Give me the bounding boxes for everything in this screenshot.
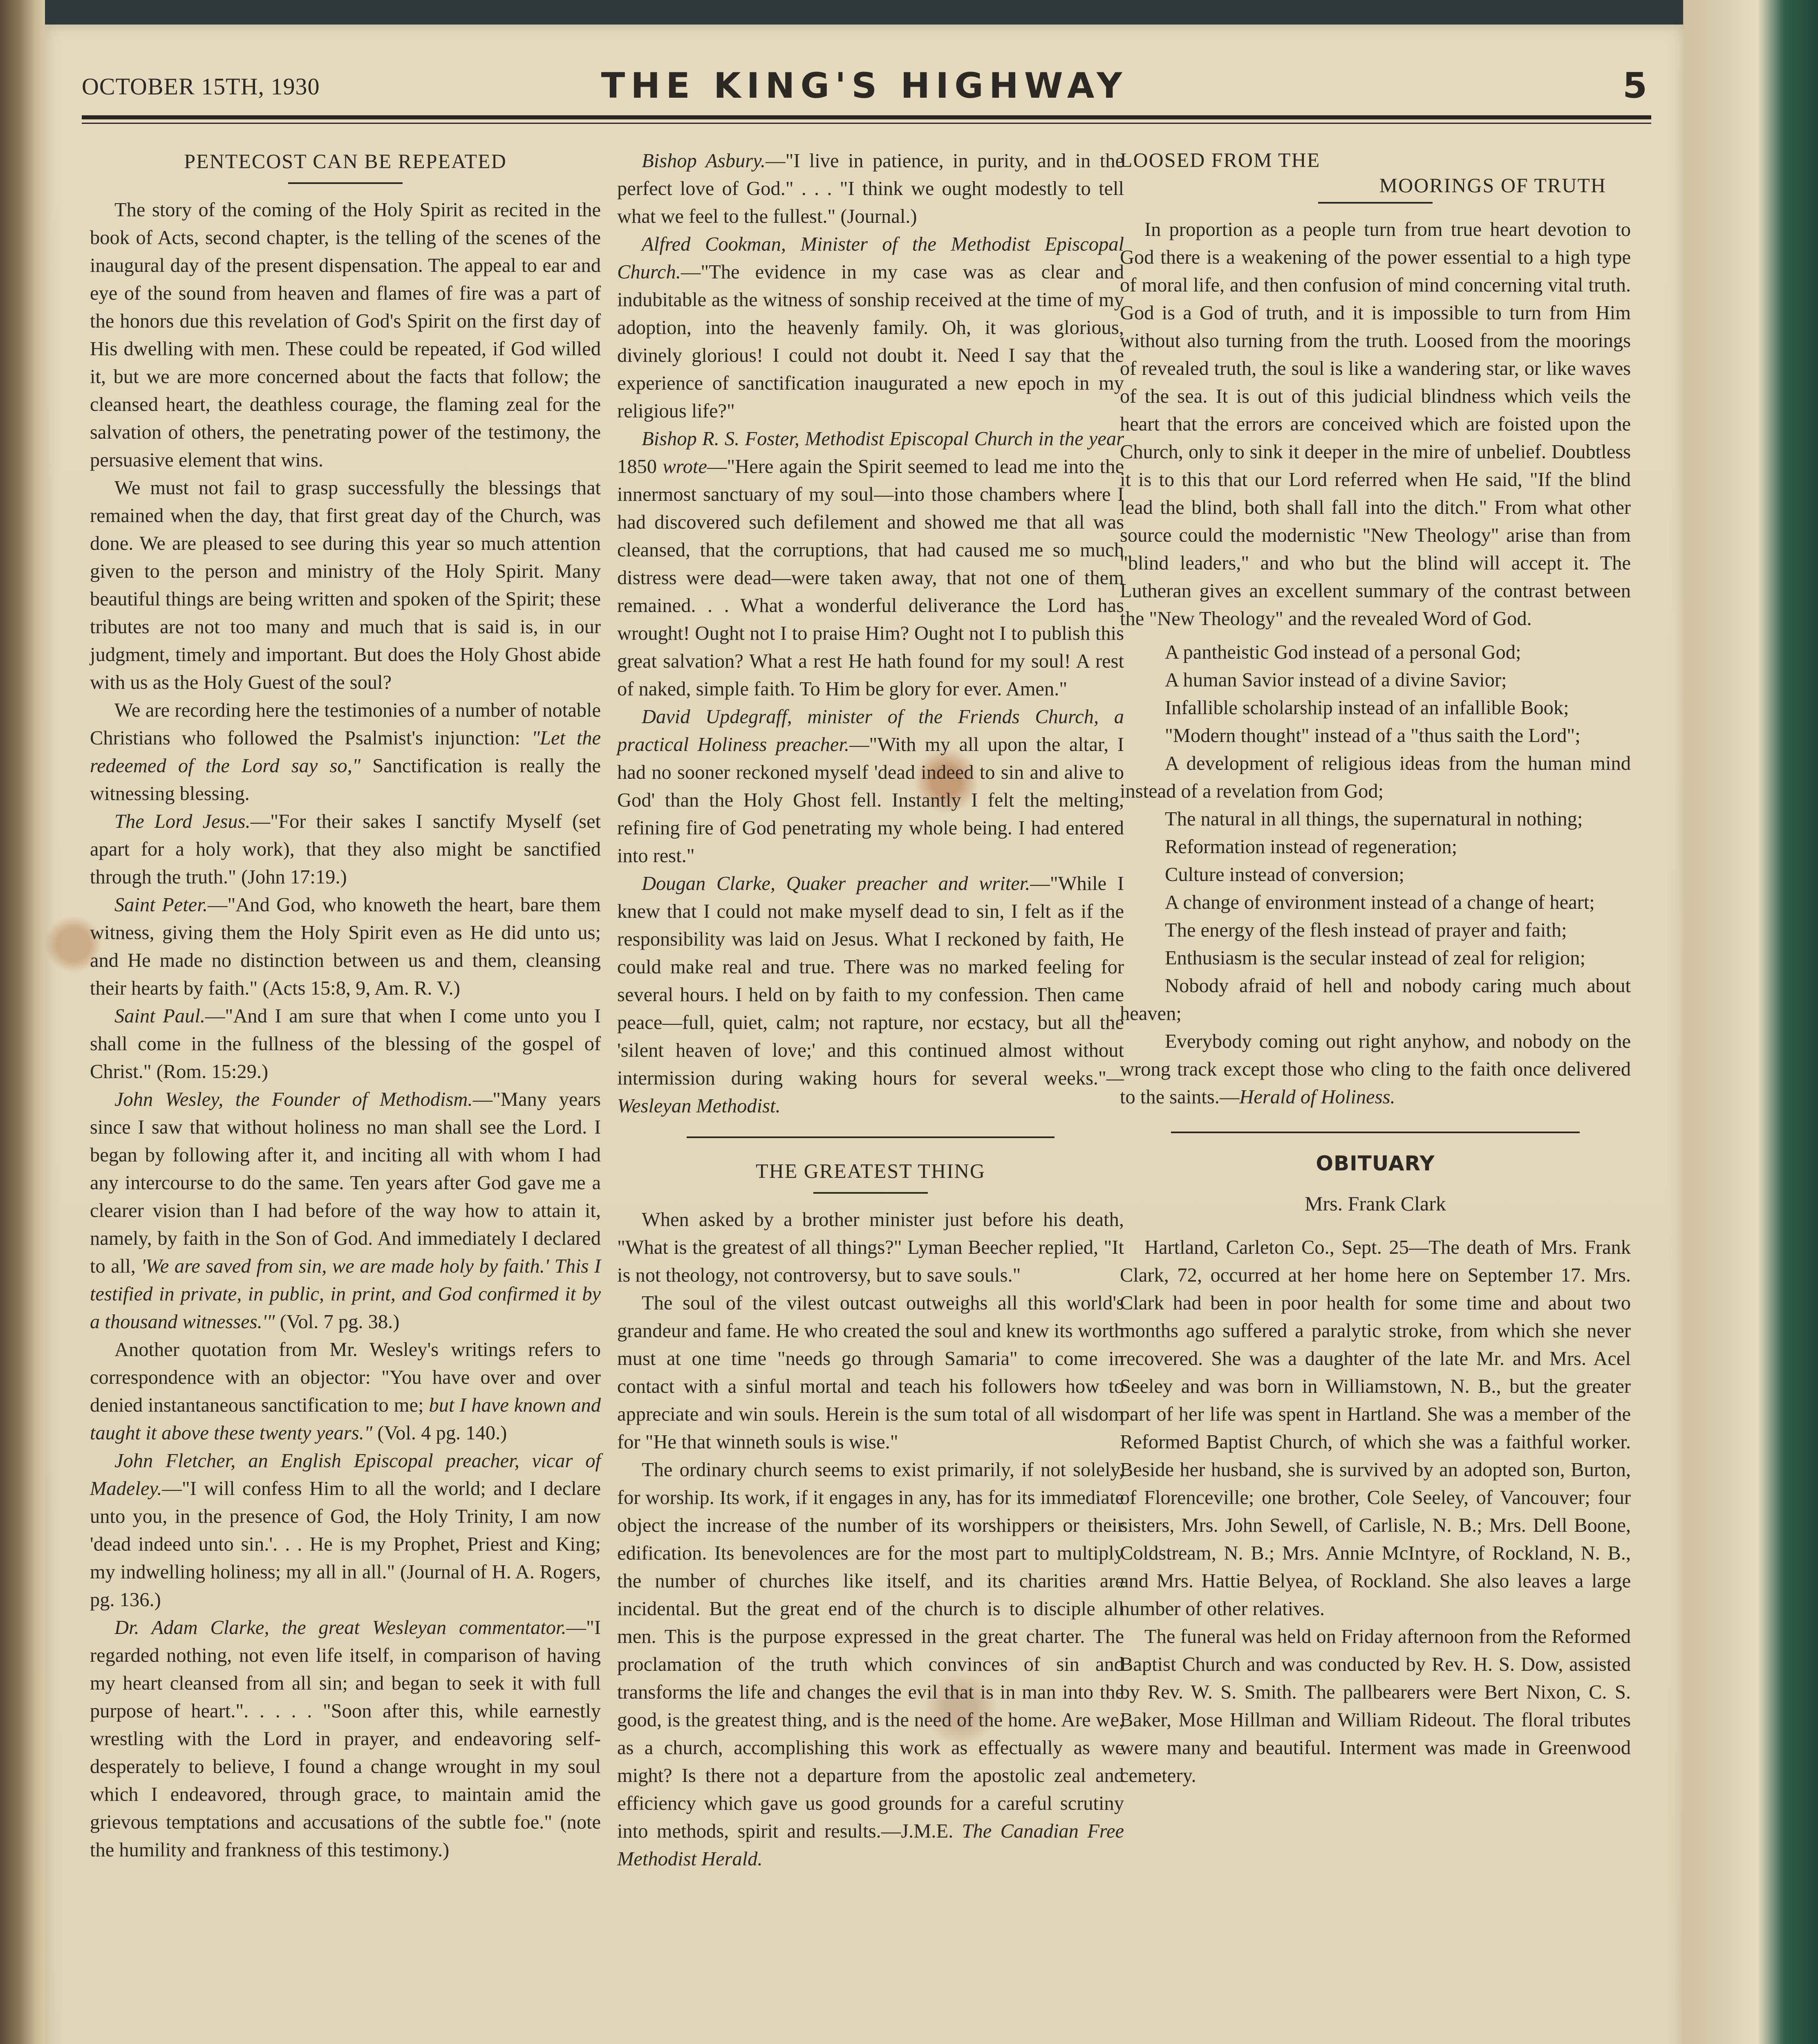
header-rule-thin: [82, 123, 1651, 124]
contrast-item: A pantheistic God instead of a personal God;: [1165, 641, 1521, 663]
contrast-item: Everybody coming out right anyhow, and nobody on the wrong track except those who cling to the faith once delivered to the saints.—Herald of Holiness.: [1120, 1031, 1631, 1108]
book-binding-right: [1683, 0, 1818, 2044]
title-rule: [1318, 202, 1433, 204]
article-title-pentecost: PENTECOST CAN BE REPEATED: [184, 150, 507, 173]
publication-title: THE KING'S HIGHWAY: [601, 65, 1128, 106]
contrast-item: Reformation instead of regeneration;: [1165, 836, 1458, 858]
column-1: [90, 147, 601, 1864]
paragraph: Hartland, Carleton Co., Sept. 25—The death of Mrs. Frank Clark, 72, occurred at her home here on September 17. Mrs. Clark had been in poor health for some time and about two months ago suffered a paralytic stroke, from which she never recovered. She was a daughter of the late Mr. and Mrs. Acel Seeley and was born in Williamstown, N. B., but the greater part of her life was spent in Hartland. She was a member of the Reformed Baptist Church, of which she was a faithful worker. Beside her husband, she is survived by an adopted son, Burton, of Florenceville; one brother, Cole Seeley, of Vancouver; four sisters, Mrs. John Sewell, of Carlisle, N. B.; Mrs. Dell Boone, Coldstream, N. B.; Mrs. Annie McIntyre, of Rockland, N. B., and Mrs. Hattie Belyea, of Rockland. She also leaves a large number of other relatives.: [1120, 1237, 1631, 1620]
paragraph: The funeral was held on Friday afternoon from the Reformed Baptist Church and was conducted by Rev. H. S. Dow, assisted by Rev. W. S. Smith. The pallbearers were Bert Nixon, C. S. Baker, Mose Hillman and William Rideout. The floral tributes were many and beautiful. Interment was made in Greenwood cemetery.: [1120, 1626, 1631, 1786]
contrast-item: The energy of the flesh instead of prayer and faith;: [1165, 919, 1567, 941]
testimony-paragraph: Saint Peter.—"And God, who knoweth the heart, bare them witness, giving them the Holy Spirit even as He did unto us; and He made no distinction between us and them, cleansing their hearts by faith." (Acts 15:8, 9, Am. R. V.): [90, 894, 601, 999]
contrast-item: Infallible scholarship instead of an infallible Book;: [1165, 697, 1569, 719]
contrast-item: Nobody afraid of hell and nobody caring much about heaven;: [1120, 975, 1631, 1024]
paragraph: The ordinary church seems to exist primarily, if not solely, for worship. Its work, if it engages in any, has for its immediate object the increase of the number of its worshippers or their edification. Its benevolences are for the most part to multiply the number of churches like itself, and its charities are incidental. But the great end of the church is to disciple all men. This is the purpose expressed in the great charter. The proclamation of the truth which convinces of sin and transforms the life and changes the evil that is in man into the good, is the greatest thing, and is the need of the home. Are we, as a church, accomplishing this work as effectually as we might? Is there not a departure from the apostolic zeal and efficiency which gave us good grounds for a careful scrutiny into methods, spirit and results.—J.M.E. The Canadian Free Methodist Herald.: [617, 1459, 1124, 1870]
paragraph: In proportion as a people turn from true heart devotion to God there is a weakening of the power essential to a high type of moral life, and then confusion of mind concerning vital truth. God is a God of truth, and it is impossible to turn from Him without also turning from the truth. Loosed from the moorings of revealed truth, the soul is like a wandering star, or like waves of the sea. It is out of this judicial blindness which veils the heart that the errors are conceived which are foisted upon the Church, only to sink it deeper in the mire of unbelief. Doubtless it is to this that our Lord referred when He said, "If the blind lead the blind, both shall fall into the ditch." From what other source could the modernistic "New Theology" arise than from "blind leaders," and who but the blind will accept it. The Lutheran gives an excellent summary of the contrast between the "New Theology" and the revealed Word of God.: [1120, 219, 1631, 630]
contrast-item: A change of environment instead of a change of heart;: [1165, 892, 1595, 913]
obituary-heading: OBITUARY: [1316, 1152, 1435, 1175]
article-title-loosed-line2: MOORINGS OF TRUTH: [1379, 174, 1606, 197]
paragraph: We are recording here the testimonies of a number of notable Christians who followed the Psalmist's injunction: "Let the redeemed of the Lord say so," Sanctification is really the witnessing blessing.: [90, 699, 601, 805]
section-divider: [1171, 1132, 1580, 1133]
testimony-paragraph: Saint Paul.—"And I am sure that when I come unto you I shall come in the fullness of the blessing of the gospel of Christ." (Rom. 15:29.): [90, 1005, 601, 1083]
title-rule: [813, 1192, 928, 1194]
title-rule: [288, 182, 403, 184]
testimony-paragraph: Bishop R. S. Foster, Methodist Episcopal Church in the year 1850 wrote—"Here again the Spirit seemed to lead me into the innermost sanctuary of my soul—into those chambers where I had discovered such defilement and showed me that all was cleansed, that the corruptions, that had caused me so much distress were dead—were taken away, that not one of them remained. . . What a wonderful deliverance the Lord has wrought! Ought not I to praise Him? Ought not I to publish this great salvation? What a rest He hath found for my soul! A rest of naked, simple faith. To Him be glory for ever. Amen.": [617, 428, 1124, 700]
column-2: [617, 147, 1124, 1873]
contrast-item: A human Savior instead of a divine Savior;: [1165, 669, 1507, 691]
testimony-paragraph: David Updegraff, minister of the Friends Church, a practical Holiness preacher.—"With my all upon the altar, I had no sooner reckoned myself 'dead indeed to sin and alive to God' than the Holy Ghost fell. Instantly I felt the melting, refining fire of God penetrating my whole being. I had entered into rest.": [617, 706, 1124, 867]
testimony-paragraph: John Fletcher, an English Episcopal preacher, vicar of Madeley.—"I will confess Him to all the world; and I declare unto you, in the presence of God, the Holy Trinity, I am now 'dead indeed unto sin.'. . . He is my Prophet, Priest and King; my indwelling holiness; my all in all." (Journal of H. A. Rogers, pg. 136.): [90, 1450, 601, 1611]
issue-date: OCTOBER 15TH, 1930: [82, 73, 320, 100]
testimony-paragraph: John Wesley, the Founder of Methodism.—"Many years since I saw that without holiness no man shall see the Lord. I began by following after it, and inciting all with whom I had any intercourse to do the same. Ten years after God gave me a clearer vision than I had before of the way how to attain it, namely, by faith in the Son of God. And immediately I declared to all, 'We are saved from sin, we are made holy by faith.' This I testified in private, in public, in print, and God confirmed it by a thousand witnesses.'" (Vol. 7 pg. 38.): [90, 1089, 601, 1333]
testimony-paragraph: Dr. Adam Clarke, the great Wesleyan commentator.—"I regarded nothing, not even life itself, in comparison of having my heart cleansed from all sin; and began to seek it with full purpose of heart.". . . . . "Soon after this, while earnestly wrestling with the Lord in prayer, and endeavoring self-desperately to believe, I found a change wrought in my soul which I endeavored, through grace, to maintain amid the grievous temptations and accusations of the subtle foe." (note the humility and frankness of this testimony.): [90, 1617, 601, 1861]
header-rule-thick: [82, 115, 1651, 119]
contrast-item: Culture instead of conversion;: [1165, 864, 1404, 885]
testimony-paragraph: Dougan Clarke, Quaker preacher and writer.—"While I knew that I could not make myself dead to sin, I felt as if the responsibility was laid on Jesus. What I reckoned by faith, He could make real and true. There was no marked feeling for several hours. I held on by faith to my confession. Then came peace—full, quiet, calm; not rapture, nor ecstacy, but all the 'silent heaven of love;' and this continued almost without intermission during waking hours for several weeks."—Wesleyan Methodist.: [617, 873, 1124, 1117]
paragraph: We must not fail to grasp successfully the blessings that remained when the day, that first great day of the Church, was done. We are pleased to see during this year so much attention given to the person and ministry of the Holy Spirit. Many beautiful things are being written and spoken of the Spirit; these tributes are not too many and much that is said is, in our judgment, timely and important. But does the Holy Ghost abide with us as the Holy Guest of the soul?: [90, 477, 601, 693]
testimony-paragraph: The Lord Jesus.—"For their sakes I sanctify Myself (set apart for a holy work), that they also might be sanctified through the truth." (John 17:19.): [90, 811, 601, 888]
obituary-name: Mrs. Frank Clark: [1305, 1192, 1446, 1215]
testimony-paragraph: Bishop Asbury.—"I live in patience, in purity, and in the perfect love of God." . . . "I think we ought modestly to tell what we feel to the fullest." (Journal.): [617, 150, 1124, 227]
paragraph: Another quotation from Mr. Wesley's writings refers to correspondence with an objector: "You have over and over denied instantaneous sanctification to me; but I have known and taught it above these twenty years." (Vol. 4 pg. 140.): [90, 1339, 601, 1444]
contrast-item: "Modern thought" instead of a "thus saith the Lord";: [1165, 725, 1581, 746]
page-number: 5: [1623, 65, 1647, 106]
column-3: [1120, 147, 1631, 1790]
paragraph: When asked by a brother minister just before his death, "What is the greatest of all things?" Lyman Beecher replied, "It is not theology, not controversy, but to save souls.": [617, 1209, 1124, 1286]
contrast-item: A development of religious ideas from the human mind instead of a revelation from God;: [1120, 753, 1631, 802]
paragraph: The story of the coming of the Holy Spirit as recited in the book of Acts, second chapter, is the telling of the scenes of the inaugural day of the present dispensation. The appeal to ear and eye of the sound from heaven and flames of fire was a part of the honors due this revelation of God's Spirit on the first day of His dwelling with men. These could be repeated, if God willed it, but we are more concerned about the facts that follow; the cleansed heart, the deathless courage, the flaming zeal for the salvation of others, the penetrating power of the testimony, the persuasive element that wins.: [90, 199, 601, 471]
paragraph: The soul of the vilest outcast outweighs all this world's grandeur and fame. He who created the soul and knew its worth must at one time "needs go through Samaria" to come in contact with a sinful mortal and teach his followers how to appreciate and win souls. Herein is the sum total of all wisdom for "He that winneth souls is wise.": [617, 1292, 1124, 1453]
contrast-item: Enthusiasm is the secular instead of zeal for religion;: [1165, 947, 1585, 969]
book-binding-left: [0, 0, 45, 2044]
article-title-greatest-thing: THE GREATEST THING: [756, 1159, 985, 1182]
testimony-paragraph: Alfred Cookman, Minister of the Methodist Episcopal Church.—"The evidence in my case was as clear and indubitable as the witness of sonship received at the time of my adoption, into the heavenly family. Oh, it was glorious, divinely glorious! I could not doubt it. Need I say that the experience of sanctification inaugurated a new epoch in my religious life?": [617, 233, 1124, 422]
article-title-loosed-line1: LOOSED FROM THE: [1120, 148, 1321, 171]
contrast-item: The natural in all things, the supernatural in nothing;: [1165, 808, 1583, 830]
masthead: [82, 61, 1647, 114]
newspaper-page: [45, 25, 1684, 2044]
section-divider: [687, 1136, 1055, 1138]
